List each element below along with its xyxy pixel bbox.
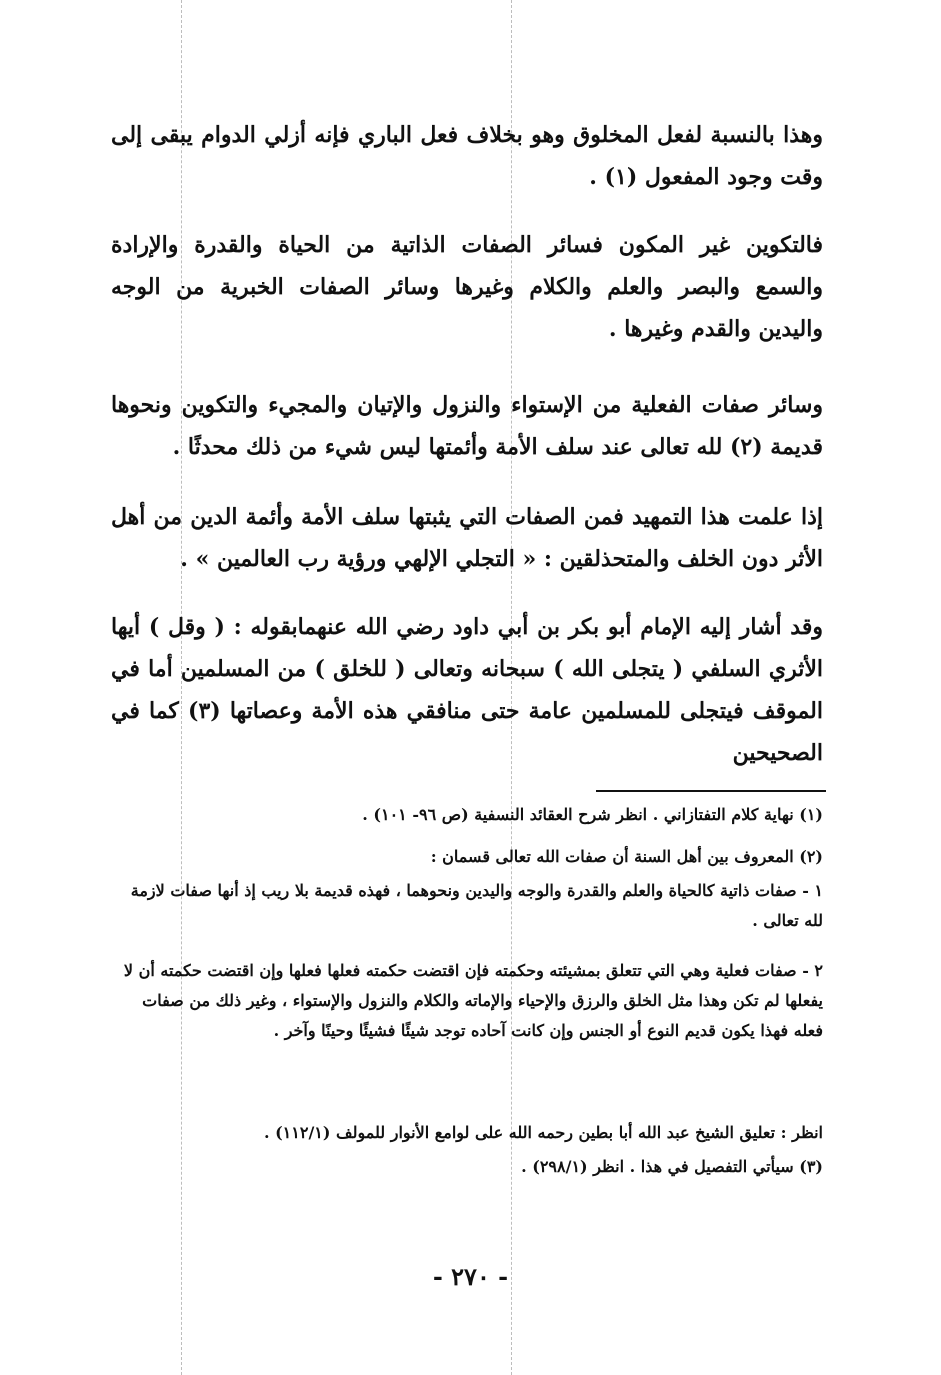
footnote-item: ١ - صفات ذاتية كالحياة والعلم والقدرة والوجه واليدين ونحوهما ، فهذه قديمة بلا ريب إذ أنها صفات لازمة لله تعالى . (130, 881, 823, 930)
footnote-separator (596, 790, 826, 792)
body-paragraph: إذا علمت هذا التمهيد فمن الصفات التي يثبتها سلف الأمة وأئمة الدين من أهل الأثر دون الخلف والمتحذلقين : « التجلي الإلهي ورؤية رب العالمين » . (111, 504, 823, 572)
body-paragraph: وقد أشار إليه الإمام أبو بكر بن أبي داود رضي الله عنهمابقوله : ( وقل ) أيها الأثري السلفي ( يتجلى الله ) سبحانه وتعالى ( للخلق ) من المسلمين أما في الموقف فيتجلى للمسلمين عامة حتى منافقي هذه الأمة وعصاتها (٣) كما في الصحيحين (111, 614, 823, 766)
footnote: (١) نهاية كلام التفتازاني . انظر شرح العقائد النسفية (ص ٩٦- ١٠١) . (362, 805, 823, 824)
footnote: (٢) المعروف بين أهل السنة أن صفات الله تعالى قسمان : (430, 847, 823, 866)
footnote-reference: انظر : تعليق الشيخ عبد الله أبا بطين رحمه الله على لوامع الأنوار للمولف (١١٢/١) . (263, 1123, 823, 1142)
body-paragraph: فالتكوين غير المكون فسائر الصفات الذاتية من الحياة والقدرة والإرادة والسمع والبصر والعلم والكلام وغيرها وسائر الصفات الخبرية من الوجه واليدين والقدم وغيرها . (111, 232, 823, 342)
body-paragraph: وسائر صفات الفعلية من الإستواء والنزول والإتيان والمجيء والتكوين ونحوها قديمة (٢) لله تعالى عند سلف الأمة وأئمتها ليس شيء من ذلك محدثًا . (111, 392, 823, 460)
body-paragraph: وهذا بالنسبة لفعل المخلوق وهو بخلاف فعل الباري فإنه أزلي الدوام يبقى إلى وقت وجود المفعول (١) . (111, 122, 823, 190)
footnote-item: ٢ - صفات فعلية وهي التي تتعلق بمشيئته وحكمته فإن اقتضت حكمته فعلها فعلها وإن اقتضت حكمته أن لا يفعلها لم تكن وهذا مثل الخلق والرزق والإحياء والإماته والكلام والنزول والإستواء ، وغير ذلك من صفات فعله فهذا يكون قديم النوع أو الجنس وإن كانت آحاده توجد شيئًا فشيئًا وحينًا وآخر . (123, 961, 823, 1040)
footnote: (٣) سيأتي التفصيل في هذا . انظر (٢٩٨/١) . (521, 1157, 823, 1176)
page-number: - ٢٧٠ - (432, 1262, 509, 1291)
